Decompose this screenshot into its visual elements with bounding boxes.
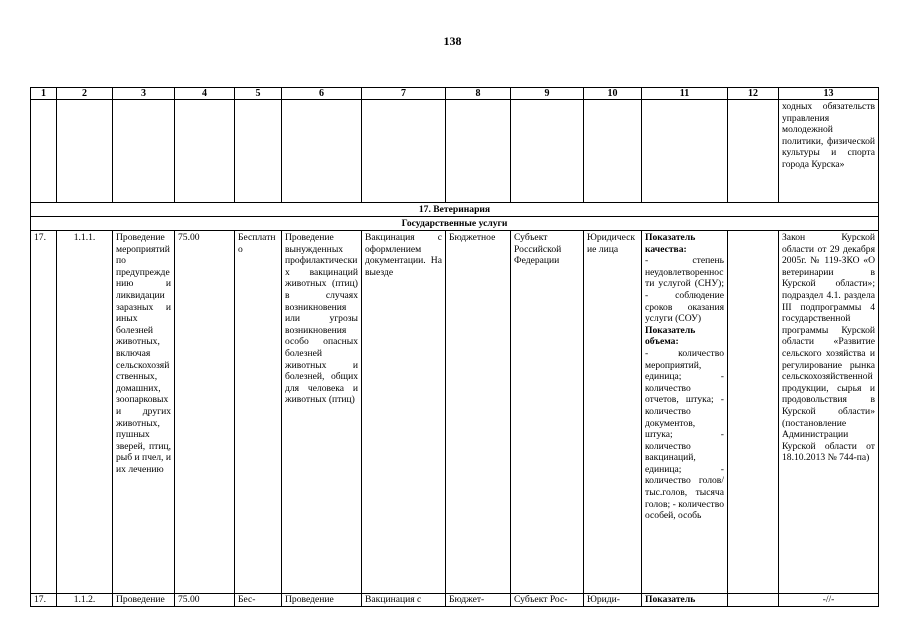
- cell-work-content: Проведение вынужденных профилактических вакцинаций животных (птиц) в случаях возникновения или угрозы возникновения особо опасных болезней животных и болезней, общих для человека и животных (птиц): [282, 231, 362, 594]
- quality-indicator-text: - степень неудовлетворенности услугой (СНУ); - соблюдение сроков оказания услуги (СОУ): [645, 255, 724, 325]
- cell-indicators: Показатель: [642, 594, 728, 607]
- col-header: 11: [642, 88, 728, 100]
- section-row: [31, 203, 879, 217]
- cell-okved: 75.00: [175, 594, 235, 607]
- table-row: [31, 231, 879, 594]
- cell-institution-type: Бюджет-: [446, 594, 511, 607]
- cell-code: 1.1.2.: [57, 594, 113, 607]
- cell-level: Субъект Рос-: [511, 594, 584, 607]
- page-number: 138: [443, 34, 462, 48]
- header-row: [31, 88, 879, 100]
- col-header: 10: [584, 88, 642, 100]
- col-header: 6: [282, 88, 362, 100]
- volume-indicator-heading: Показатель объема:: [645, 324, 696, 348]
- col-header: 4: [175, 88, 235, 100]
- cell-service-name: Проведение мероприятий по предупреждению и ликвидации заразных и иных болезней животных, включая сельскохозяйственных, домашних, зоопарковых и других животных, пушных зверей, птиц, рыб и пчел, и их лечению: [113, 231, 175, 594]
- cell-legal-basis: Закон Курской области от 29 декабря 2005г. № 119-ЗКО «О ветеринарии в Курской области»; подраздел 4.1. раздела III подпрограммы 4 государственной программы Курской области «Развитие сельского хозяйства и регулирование рынка сельскохозяйственной продукции, сырья и продовольствия в Курской области» (постановление Администрации Курской области от 18.10.2013 № 744-па): [779, 231, 879, 594]
- cell-conditions: Вакцинация с оформлением документации. На выезде: [362, 231, 446, 594]
- cell-consumers: Юриди-: [584, 594, 642, 607]
- cell-payment: Бесплатно: [235, 231, 282, 594]
- cell-number: 17.: [31, 231, 57, 594]
- cell-number: 17.: [31, 594, 57, 607]
- cell-service-name: Проведение: [113, 594, 175, 607]
- continuation-cell: ходных обязательств управления молодежной политики, физической культуры и спорта города Курска»: [779, 100, 879, 203]
- services-table: [30, 87, 879, 607]
- table-row: [31, 594, 879, 607]
- continuation-row: [31, 100, 879, 203]
- col-header: 7: [362, 88, 446, 100]
- cell-legal-basis: -//-: [779, 594, 879, 607]
- cell-institution-type: Бюджетное: [446, 231, 511, 594]
- col-header: 3: [113, 88, 175, 100]
- col-header: 9: [511, 88, 584, 100]
- col-header: 8: [446, 88, 511, 100]
- subsection-title: Государственные услуги: [31, 217, 879, 231]
- cell-consumers: Юридические лица: [584, 231, 642, 594]
- col-header: 1: [31, 88, 57, 100]
- cell-code: 1.1.1.: [57, 231, 113, 594]
- col-header: 5: [235, 88, 282, 100]
- cell-empty: [728, 594, 779, 607]
- cell-work-content: Проведение: [282, 594, 362, 607]
- col-header: 13: [779, 88, 879, 100]
- col-header: 12: [728, 88, 779, 100]
- cell-level: Субъект Российской Федерации: [511, 231, 584, 594]
- cell-okved: 75.00: [175, 231, 235, 594]
- section-title: 17. Ветеринария: [31, 203, 879, 217]
- cell-payment: Бес-: [235, 594, 282, 607]
- subsection-row: [31, 217, 879, 231]
- quality-indicator-heading: Показатель качества:: [645, 232, 696, 255]
- cell-indicators: [642, 231, 728, 594]
- cell-conditions: Вакцинация с: [362, 594, 446, 607]
- volume-indicator-text: - количество мероприятий, единица; - количество отчетов, штука; - количество документов, штука; - количество вакцинаций, единица; - количество голов/ тыс.голов, тысяча голов; - количество особей, особь: [645, 347, 724, 522]
- col-header: 2: [57, 88, 113, 100]
- cell-empty: [728, 231, 779, 594]
